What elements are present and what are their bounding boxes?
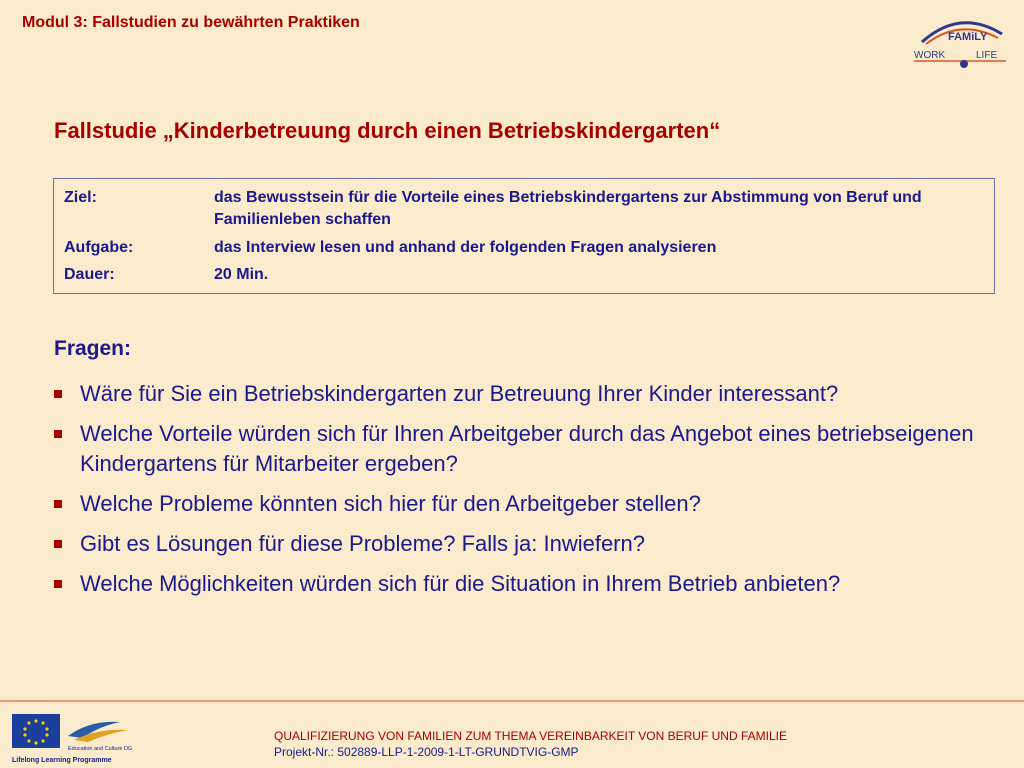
square-bullet-icon: [54, 390, 62, 398]
info-row-goal: [64, 187, 984, 231]
svg-text:Lifelong Learning Programme: Lifelong Learning Programme: [12, 757, 112, 764]
svg-text:FAMiLY: FAMiLY: [948, 31, 988, 43]
eu-lifelong-learning-logo: [10, 712, 150, 766]
footer-project-title: QUALIFIZIERUNG VON FAMILIEN ZUM THEMA VEREINBARKEIT VON BERUF UND FAMILIE: [274, 729, 787, 743]
question-text: Gibt es Lösungen für diese Probleme? Falls ja: Inwiefern?: [80, 531, 645, 556]
info-value: das Interview lesen und anhand der folgenden Fragen analysieren: [214, 239, 717, 256]
square-bullet-icon: [54, 540, 62, 548]
info-row-task: [64, 237, 984, 259]
info-value: das Bewusstsein für die Vorteile eines Betriebskindergartens zur Abstimmung von Beruf und Familienleben schaffen: [214, 189, 922, 228]
task-info-box: [53, 178, 995, 294]
svg-text:WORK: WORK: [914, 50, 946, 61]
list-item: [54, 529, 1014, 559]
question-text: Welche Vorteile würden sich für Ihren Arbeitgeber durch das Angebot eines betriebseigenen Kindergartens für Mitarbeiter ergeben?: [80, 421, 974, 476]
info-row-duration: [64, 264, 984, 286]
question-text: Wäre für Sie ein Betriebskindergarten zur Betreuung Ihrer Kinder interessant?: [80, 381, 839, 406]
list-item: [54, 419, 1014, 479]
square-bullet-icon: [54, 580, 62, 588]
footer-divider: [0, 700, 1024, 702]
square-bullet-icon: [54, 500, 62, 508]
info-label: Aufgabe:: [64, 239, 134, 256]
questions-list: [54, 379, 1014, 609]
family-work-life-logo: [910, 12, 1010, 72]
question-text: Welche Möglichkeiten würden sich für die Situation in Ihrem Betrieb anbieten?: [80, 571, 841, 596]
footer-text: [274, 728, 787, 760]
svg-text:LIFE: LIFE: [976, 50, 998, 61]
list-item: [54, 489, 1014, 519]
list-item: [54, 379, 1014, 409]
info-value: 20 Min.: [214, 266, 269, 283]
info-label: Ziel:: [64, 189, 97, 206]
list-item: [54, 569, 1014, 599]
info-label: Dauer:: [64, 266, 115, 283]
svg-text:Education and Culture DG: Education and Culture DG: [68, 746, 133, 752]
page-title: Fallstudie „Kinderbetreuung durch einen Betriebskindergarten“: [54, 118, 721, 143]
footer-project-number: Projekt-Nr.: 502889-LLP-1-2009-1-LT-GRUNDTVIG-GMP: [274, 745, 579, 759]
question-text: Welche Probleme könnten sich hier für den Arbeitgeber stellen?: [80, 491, 701, 516]
module-title: Modul 3: Fallstudien zu bewährten Praktiken: [22, 14, 360, 31]
square-bullet-icon: [54, 430, 62, 438]
questions-heading: Fragen:: [54, 337, 132, 360]
